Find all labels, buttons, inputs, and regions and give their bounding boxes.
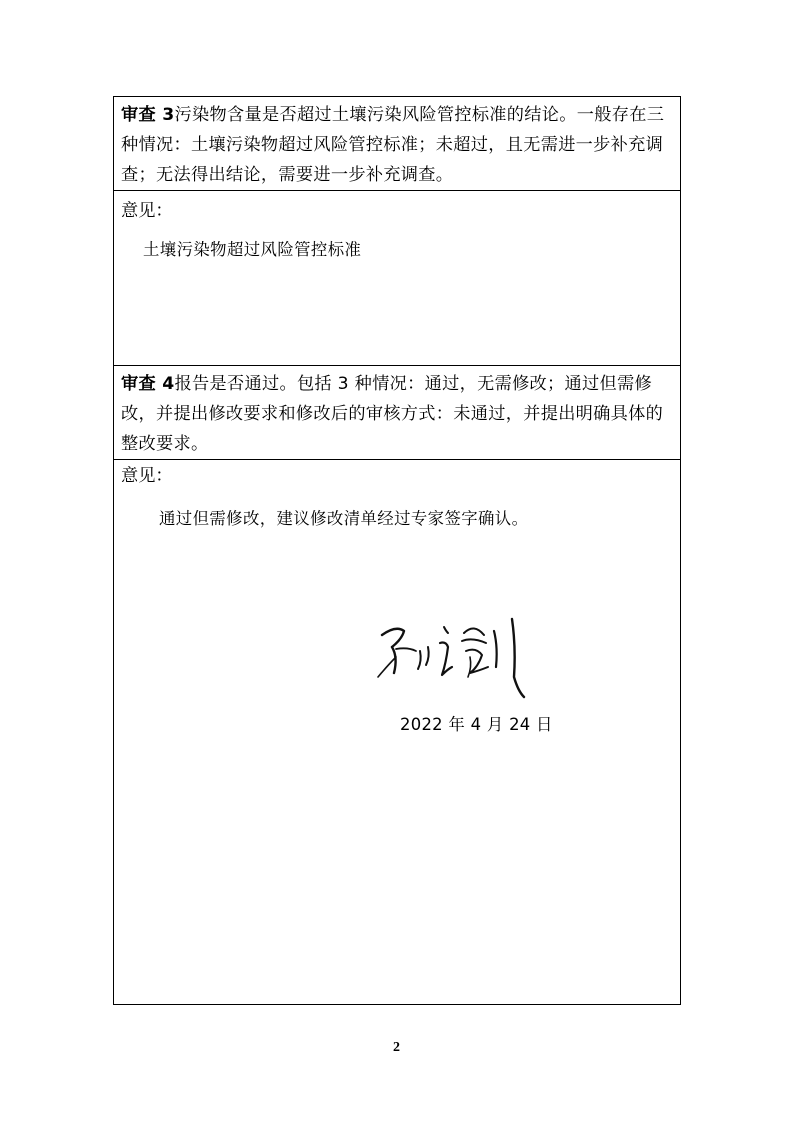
- review3-opinion-text: 土壤污染物超过风险管控标准: [143, 240, 362, 259]
- review4-opinion-text: 通过但需修改，建议修改清单经过专家签字确认。: [159, 509, 529, 528]
- review3-question-text: 污染物含量是否超过土壤污染风险管控标准的结论。一般存在三种情况：土壤污染物超过风险管控标准；未超过，且无需进一步补充调查；无法得出结论，需要进一步补充调查。: [121, 105, 665, 185]
- review3-question: [121, 100, 674, 190]
- review-form-table: [113, 96, 681, 1005]
- review4-opinion-title: 意见：: [121, 466, 173, 486]
- review4-question-text: 报告是否通过。包括 3 种情况：通过，无需修改；通过但需修改，并提出修改要求和修改后的审核方式：未通过，并提出明确具体的整改要求。: [121, 374, 664, 454]
- row-divider: [114, 365, 680, 366]
- review4-label: 审查 4: [121, 374, 175, 394]
- handwritten-signature: [374, 617, 554, 707]
- row-divider: [114, 190, 680, 191]
- review3-opinion-title: 意见：: [121, 201, 173, 221]
- signature-date: 2022 年 4 月 24 日: [400, 715, 553, 734]
- page-number: 2: [393, 1040, 400, 1055]
- review4-question: [121, 369, 674, 459]
- review3-label: 审查 3: [121, 105, 175, 125]
- row-divider: [114, 459, 680, 460]
